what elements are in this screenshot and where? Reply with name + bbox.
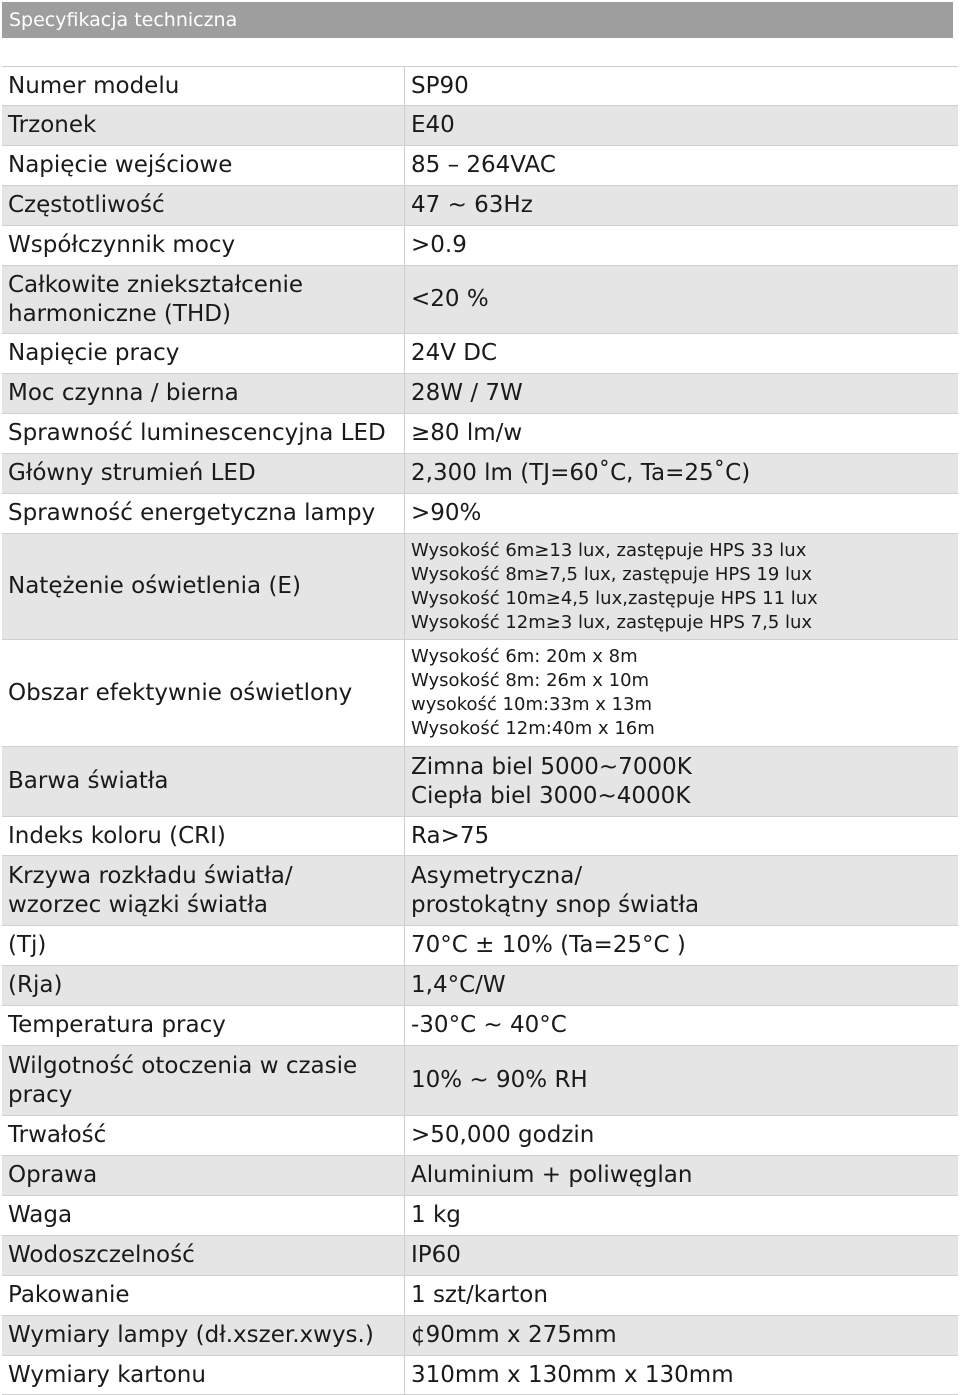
spec-value: IP60 xyxy=(405,1236,959,1276)
spec-value: 85 – 264VAC xyxy=(405,146,959,186)
table-row xyxy=(2,1236,958,1276)
table-row xyxy=(2,640,958,747)
spec-value: 1 szt/karton xyxy=(405,1276,959,1316)
table-row xyxy=(2,106,958,146)
spec-value: 310mm x 130mm x 130mm xyxy=(405,1356,959,1395)
spec-value-line: Wysokość 6m≥13 lux, zastępuje HPS 33 lux xyxy=(411,539,807,561)
spec-value: 1,4°C/W xyxy=(405,966,959,1006)
spec-value: 1 kg xyxy=(405,1196,959,1236)
spec-label: Trzonek xyxy=(2,106,405,146)
spec-label-line: Wilgotność otoczenia w czasie xyxy=(8,1052,358,1079)
table-row xyxy=(2,1196,958,1236)
spec-label: Wymiary kartonu xyxy=(2,1356,405,1395)
spec-label: Sprawność luminescencyjna LED xyxy=(2,414,405,454)
spec-value: -30°C ~ 40°C xyxy=(405,1006,959,1046)
spec-value-line: Ciepła biel 3000~4000K xyxy=(411,782,691,809)
table-row xyxy=(2,454,958,494)
spec-value-line: Zimna biel 5000~7000K xyxy=(411,753,692,780)
table-row xyxy=(2,534,958,640)
spec-label: Sprawność energetyczna lampy xyxy=(2,494,405,534)
table-row xyxy=(2,1006,958,1046)
spec-value: ≥80 lm/w xyxy=(405,414,959,454)
table-row xyxy=(2,334,958,374)
spec-label-line: wzorzec wiązki światła xyxy=(8,891,268,918)
spec-label: (Tj) xyxy=(2,926,405,966)
spec-value: >90% xyxy=(405,494,959,534)
table-row xyxy=(2,856,958,926)
spec-value-line: Wysokość 6m: 20m x 8m xyxy=(411,646,638,667)
table-row xyxy=(2,374,958,414)
spec-value-line: Wysokość 12m≥3 lux, zastępuje HPS 7,5 lux xyxy=(411,611,813,633)
spec-value: Ra>75 xyxy=(405,817,959,856)
table-row xyxy=(2,817,958,856)
spec-value: 24V DC xyxy=(405,334,959,374)
table-row xyxy=(2,1156,958,1196)
table-row xyxy=(2,146,958,186)
table-row xyxy=(2,414,958,454)
spec-value xyxy=(405,640,959,747)
table-row xyxy=(2,1316,958,1356)
spec-label: Natężenie oświetlenia (E) xyxy=(2,534,405,640)
spec-value: E40 xyxy=(405,106,959,146)
spec-label: Wymiary lampy (dł.xszer.xwys.) xyxy=(2,1316,405,1356)
table-row xyxy=(2,966,958,1006)
spec-value-line: prostokątny snop światła xyxy=(411,891,700,918)
spec-label: Współczynnik mocy xyxy=(2,226,405,266)
spec-value-line: wysokość 10m:33m x 13m xyxy=(411,694,653,715)
table-row xyxy=(2,1116,958,1156)
spec-value: 70°C ± 10% (Ta=25°C ) xyxy=(405,926,959,966)
spec-value-line: Wysokość 8m: 26m x 10m xyxy=(411,670,650,691)
table-row xyxy=(2,1356,958,1395)
spec-label: Temperatura pracy xyxy=(2,1006,405,1046)
spec-value: 47 ~ 63Hz xyxy=(405,186,959,226)
spec-label: Waga xyxy=(2,1196,405,1236)
table-row xyxy=(2,226,958,266)
spec-label: Główny strumień LED xyxy=(2,454,405,494)
spec-value: 28W / 7W xyxy=(405,374,959,414)
table-row xyxy=(2,747,958,817)
spec-value: 2,300 lm (TJ=60˚C, Ta=25˚C) xyxy=(405,454,959,494)
table-row xyxy=(2,67,958,106)
spec-label xyxy=(2,266,405,334)
spec-label: Wodoszczelność xyxy=(2,1236,405,1276)
spec-label: Pakowanie xyxy=(2,1276,405,1316)
spec-label: Oprawa xyxy=(2,1156,405,1196)
spec-table xyxy=(2,66,958,1395)
table-row xyxy=(2,186,958,226)
spec-value xyxy=(405,747,959,817)
table-row xyxy=(2,494,958,534)
spec-value: Aluminium + poliwęglan xyxy=(405,1156,959,1196)
spec-label: Napięcie wejściowe xyxy=(2,146,405,186)
section-header xyxy=(2,2,953,38)
spec-label: (Rja) xyxy=(2,966,405,1006)
spec-value xyxy=(405,856,959,926)
spec-label: Częstotliwość xyxy=(2,186,405,226)
spec-label: Napięcie pracy xyxy=(2,334,405,374)
spec-label: Indeks koloru (CRI) xyxy=(2,817,405,856)
spec-label xyxy=(2,856,405,926)
spec-label: Numer modelu xyxy=(2,67,405,106)
spec-value-line: Wysokość 8m≥7,5 lux, zastępuje HPS 19 lux xyxy=(411,563,813,585)
spec-label-line: Całkowite zniekształcenie xyxy=(8,271,304,298)
spec-value: ¢90mm x 275mm xyxy=(405,1316,959,1356)
spec-label xyxy=(2,1046,405,1116)
spec-label-line: pracy xyxy=(8,1081,73,1108)
spec-label: Moc czynna / bierna xyxy=(2,374,405,414)
spec-label: Obszar efektywnie oświetlony xyxy=(2,640,405,747)
spec-value: >0.9 xyxy=(405,226,959,266)
spec-value xyxy=(405,534,959,640)
spec-value: <20 % xyxy=(405,266,959,334)
section-title: Specyfikacja techniczna xyxy=(9,9,238,31)
spec-label-line: Krzywa rozkładu światła/ xyxy=(8,862,293,889)
table-row xyxy=(2,926,958,966)
spec-value: >50,000 godzin xyxy=(405,1116,959,1156)
spec-value-line: Wysokość 12m:40m x 16m xyxy=(411,718,655,739)
spec-label: Trwałość xyxy=(2,1116,405,1156)
spec-label-line: harmoniczne (THD) xyxy=(8,300,231,327)
spec-value: SP90 xyxy=(405,67,959,106)
spec-value-line: Wysokość 10m≥4,5 lux,zastępuje HPS 11 lux xyxy=(411,587,818,609)
spec-value-line: Asymetryczna/ xyxy=(411,862,583,889)
table-row xyxy=(2,266,958,334)
spec-value: 10% ~ 90% RH xyxy=(405,1046,959,1116)
table-row xyxy=(2,1046,958,1116)
table-row xyxy=(2,1276,958,1316)
spec-label: Barwa światła xyxy=(2,747,405,817)
